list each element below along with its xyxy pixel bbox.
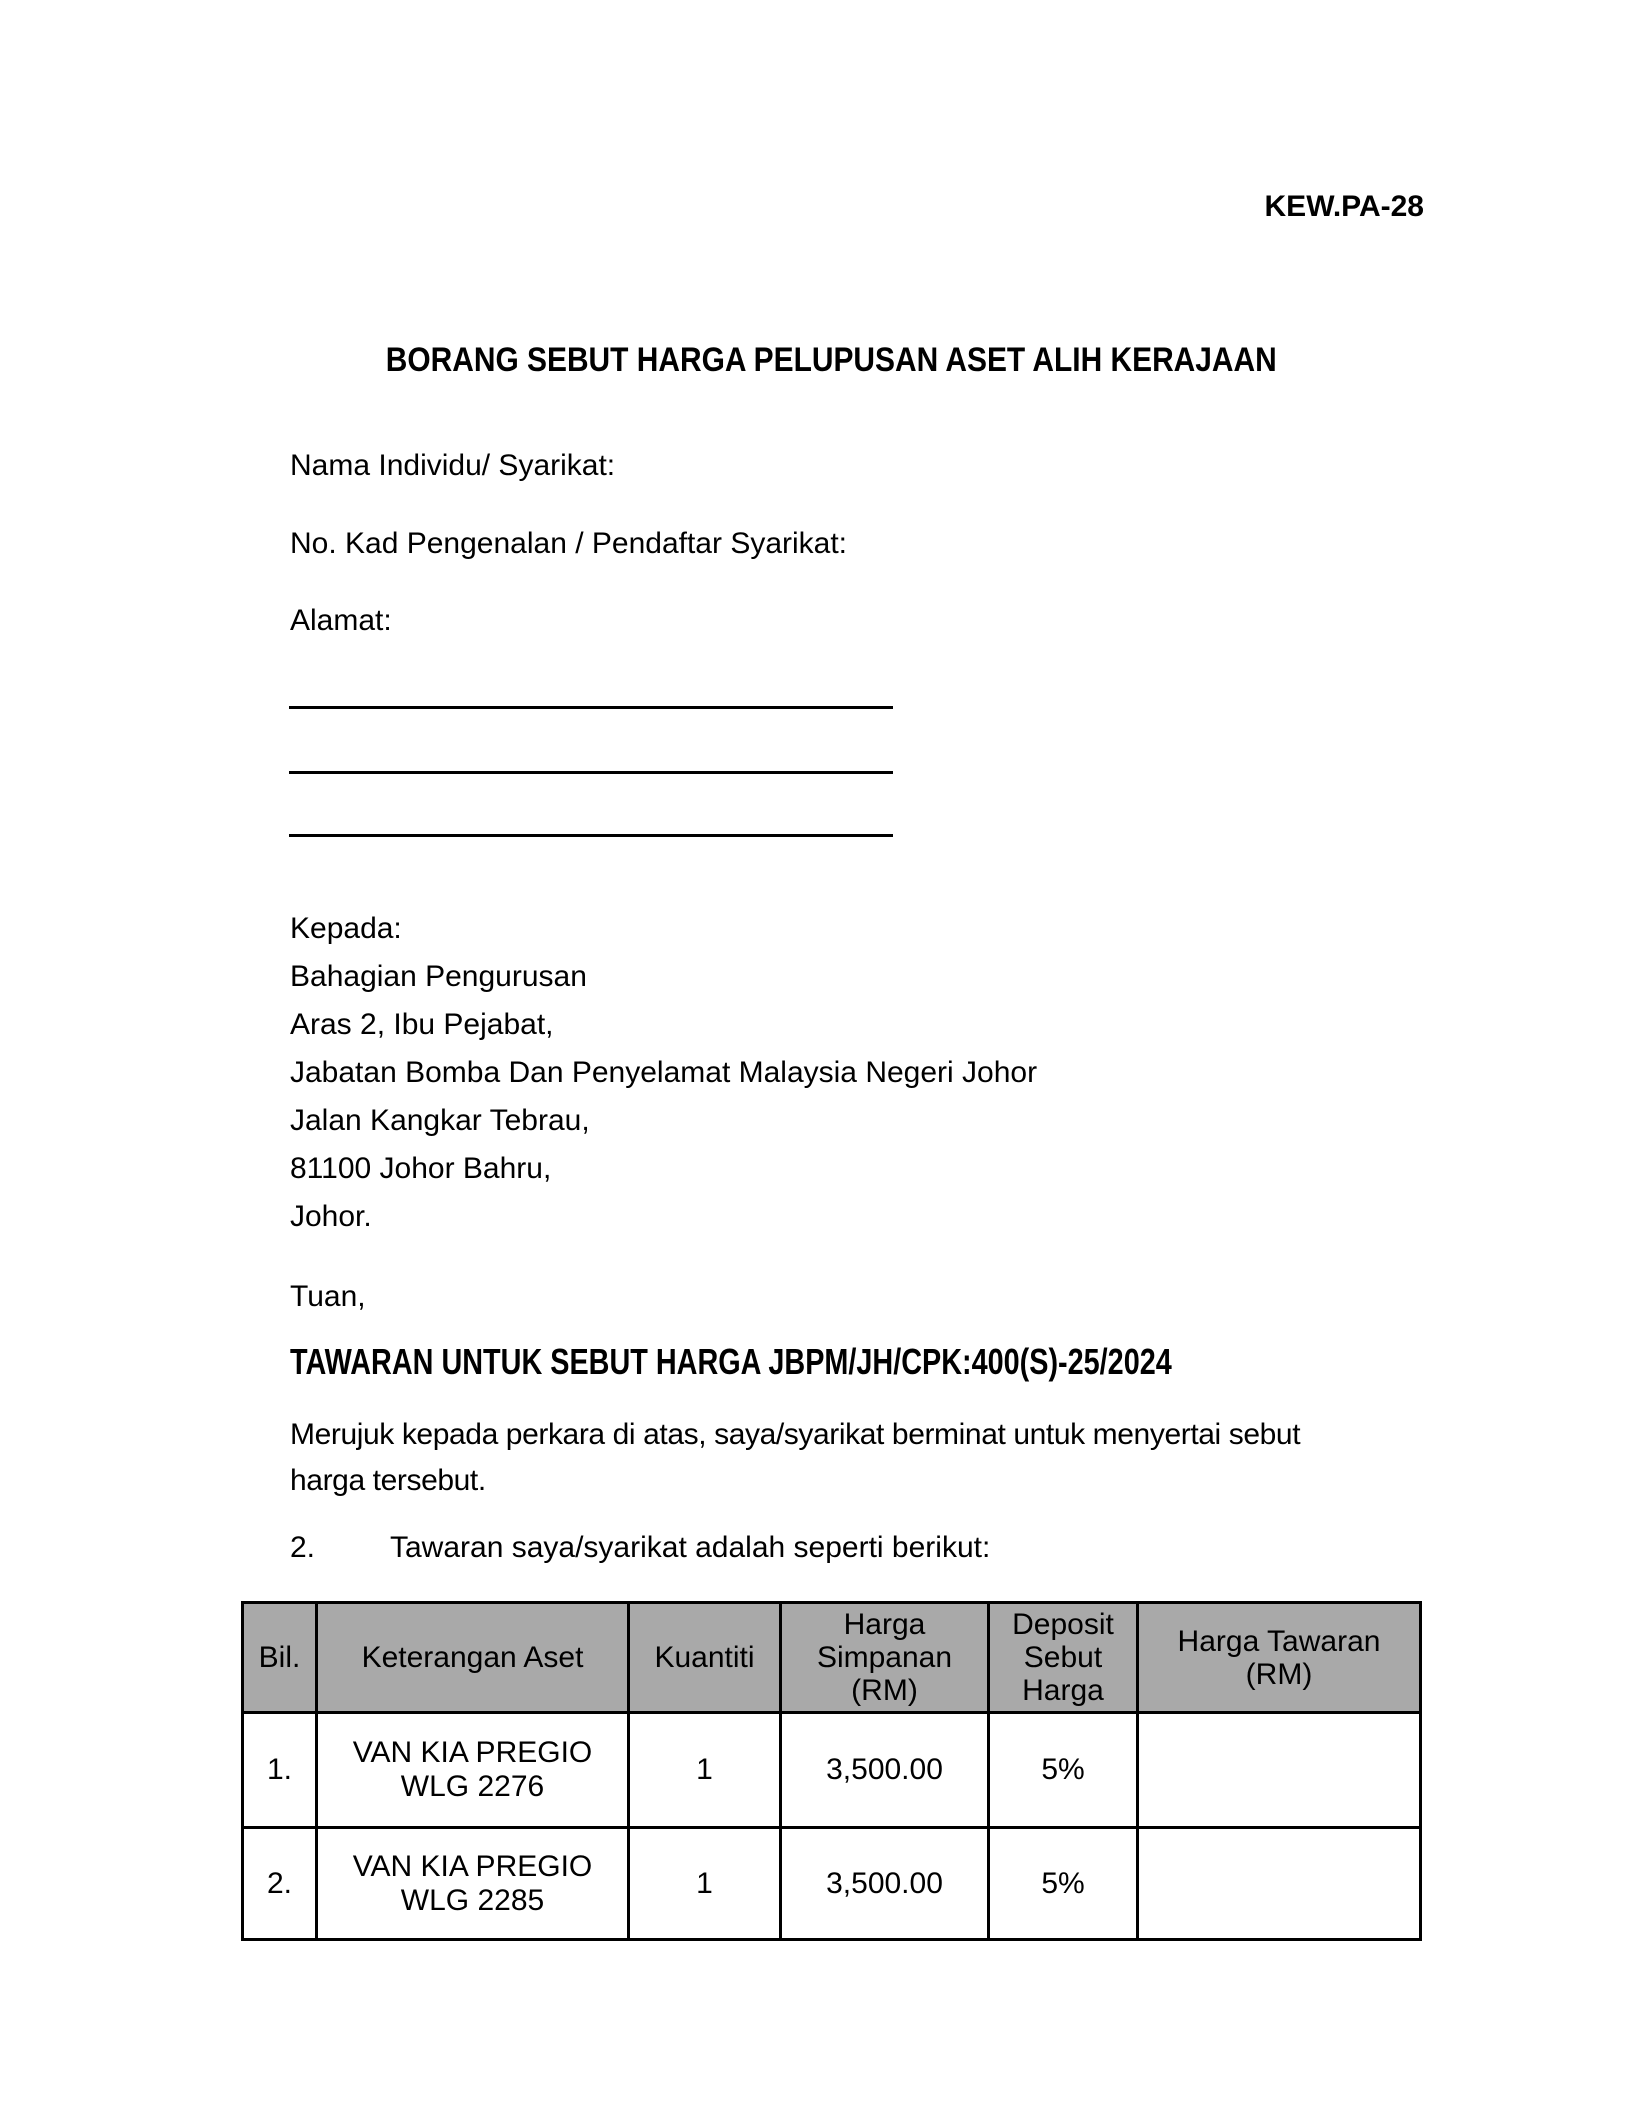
recipient-line: Kepada: [290, 912, 402, 945]
column-header-harga-tawaran: Harga Tawaran (RM) [1138, 1603, 1421, 1713]
recipient-line: 81100 Johor Bahru, [290, 1152, 552, 1185]
intro-paragraph-line: harga tersebut. [290, 1464, 486, 1497]
item-number: 2. [290, 1531, 316, 1564]
cell-harga-tawaran-empty [1138, 1713, 1421, 1828]
subject-heading [290, 1341, 1392, 1391]
subject-heading-text: TAWARAN UNTUK SEBUT HARGA JBPM/JH/CPK:400(S)-25/2024 [290, 1341, 1172, 1382]
column-header-harga-simpanan: Harga Simpanan (RM) [781, 1603, 989, 1713]
column-header-deposit-sebut-harga: Deposit Sebut Harga [989, 1603, 1138, 1713]
cell-deposit-sebut-harga: 5% [989, 1828, 1138, 1940]
document-title-text: BORANG SEBUT HARGA PELUPUSAN ASET ALIH KERAJAAN [385, 341, 1277, 379]
salutation: Tuan, [290, 1280, 366, 1313]
column-header-kuantiti: Kuantiti [629, 1603, 781, 1713]
cell-kuantiti: 1 [629, 1828, 781, 1940]
offer-table [241, 1601, 1422, 1941]
cell-asset: VAN KIA PREGIO WLG 2285 [317, 1828, 629, 1940]
field-label-name: Nama Individu/ Syarikat: [290, 449, 616, 482]
address-blank-line-3 [289, 834, 893, 837]
cell-kuantiti: 1 [629, 1713, 781, 1828]
intro-paragraph [290, 1412, 1300, 1504]
item-text: Tawaran saya/syarikat adalah seperti berikut: [390, 1531, 991, 1564]
recipient-line: Johor. [290, 1200, 372, 1233]
recipient-address-block [290, 905, 1037, 1241]
field-label-id-number: No. Kad Pengenalan / Pendaftar Syarikat: [290, 527, 848, 560]
intro-paragraph-line: Merujuk kepada perkara di atas, saya/syarikat berminat untuk menyertai sebut [290, 1418, 1301, 1451]
recipient-line: Aras 2, Ibu Pejabat, [290, 1008, 554, 1041]
cell-bil: 2. [243, 1828, 317, 1940]
recipient-line: Jabatan Bomba Dan Penyelamat Malaysia Negeri Johor [290, 1056, 1038, 1089]
form-code: KEW.PA-28 [1264, 190, 1424, 223]
recipient-line: Jalan Kangkar Tebrau, [290, 1104, 590, 1137]
table-row [243, 1828, 1421, 1940]
cell-harga-simpanan: 3,500.00 [781, 1713, 989, 1828]
address-blank-line-1 [289, 706, 893, 709]
cell-harga-tawaran-empty [1138, 1828, 1421, 1940]
address-blank-line-2 [289, 771, 893, 774]
table-row [243, 1713, 1421, 1828]
cell-bil: 1. [243, 1713, 317, 1828]
cell-harga-simpanan: 3,500.00 [781, 1828, 989, 1940]
cell-deposit-sebut-harga: 5% [989, 1713, 1138, 1828]
document-title [242, 340, 1420, 387]
cell-asset: VAN KIA PREGIO WLG 2276 [317, 1713, 629, 1828]
offer-table-header-row [243, 1603, 1421, 1713]
column-header-keterangan-aset: Keterangan Aset [317, 1603, 629, 1713]
recipient-line: Bahagian Pengurusan [290, 960, 587, 993]
field-label-address: Alamat: [290, 604, 392, 637]
column-header-bil: Bil. [243, 1603, 317, 1713]
